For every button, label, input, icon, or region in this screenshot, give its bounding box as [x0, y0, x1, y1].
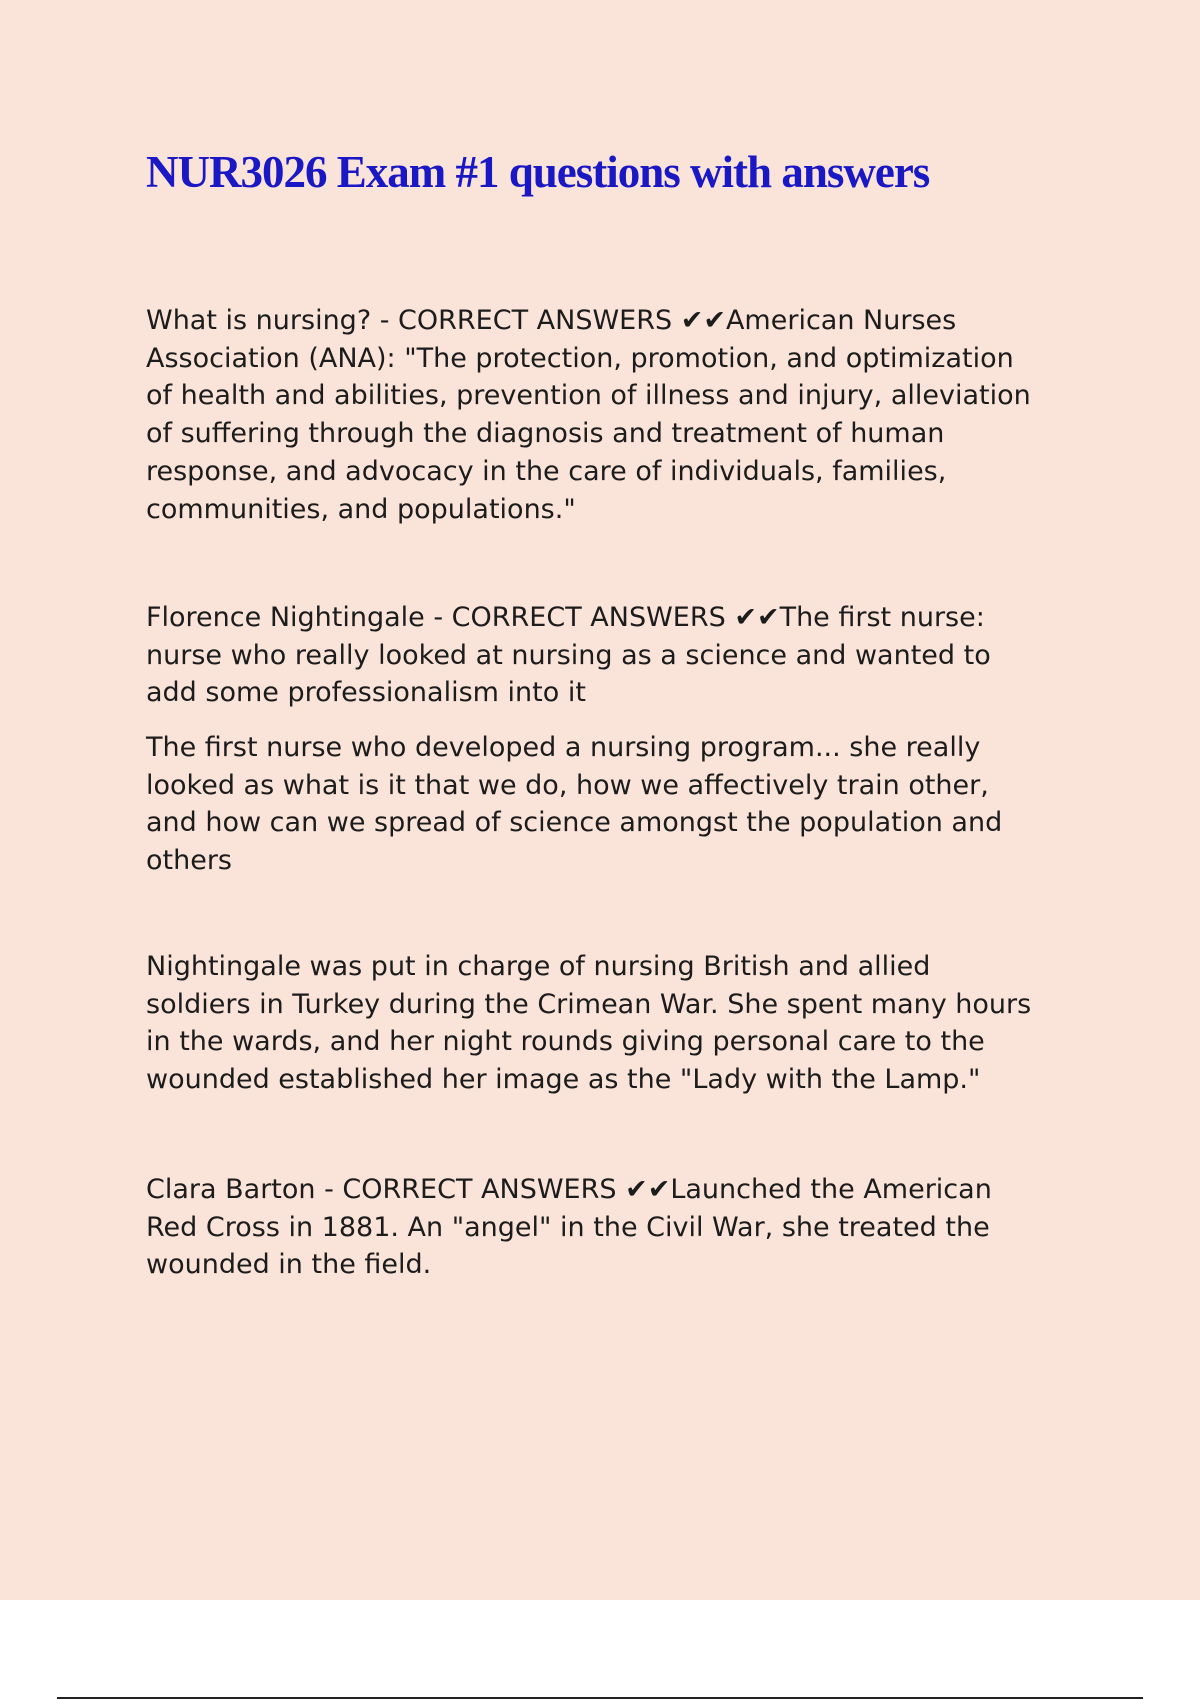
footer-divider — [57, 1697, 1143, 1699]
nightingale-crimean-war-note: Nightingale was put in charge of nursing British and allied soldiers in Turkey during the Crimean War. She spent many hours in the wards, and her night rounds giving personal care to the wounded established her image as the "Lady with the Lamp." — [146, 951, 1032, 1096]
page-title: NUR3026 Exam #1 questions with answers — [146, 147, 930, 197]
question-florence-nightingale: Florence Nightingale - CORRECT ANSWERS ✔✔The first nurse: nurse who really looked at nursing as a science and wanted to add some professionalism into it — [146, 602, 991, 709]
question-what-is-nursing: What is nursing? - CORRECT ANSWERS ✔✔American Nurses Association (ANA): "The protection, promotion, and optimization of health and abilities, prevention of illness and injury, alleviation of suffering through the diagnosis and treatment of human response, and advocacy in the care of individuals, families, communities, and populations." — [146, 305, 1031, 525]
nightingale-note: The first nurse who developed a nursing program... she really looked as what is it that we do, how we affectively train other, and how can we spread of science amongst the population and others — [146, 732, 1003, 877]
question-clara-barton: Clara Barton - CORRECT ANSWERS ✔✔Launched the American Red Cross in 1881. An "angel" in the Civil War, she treated the wounded in the field. — [146, 1174, 992, 1281]
